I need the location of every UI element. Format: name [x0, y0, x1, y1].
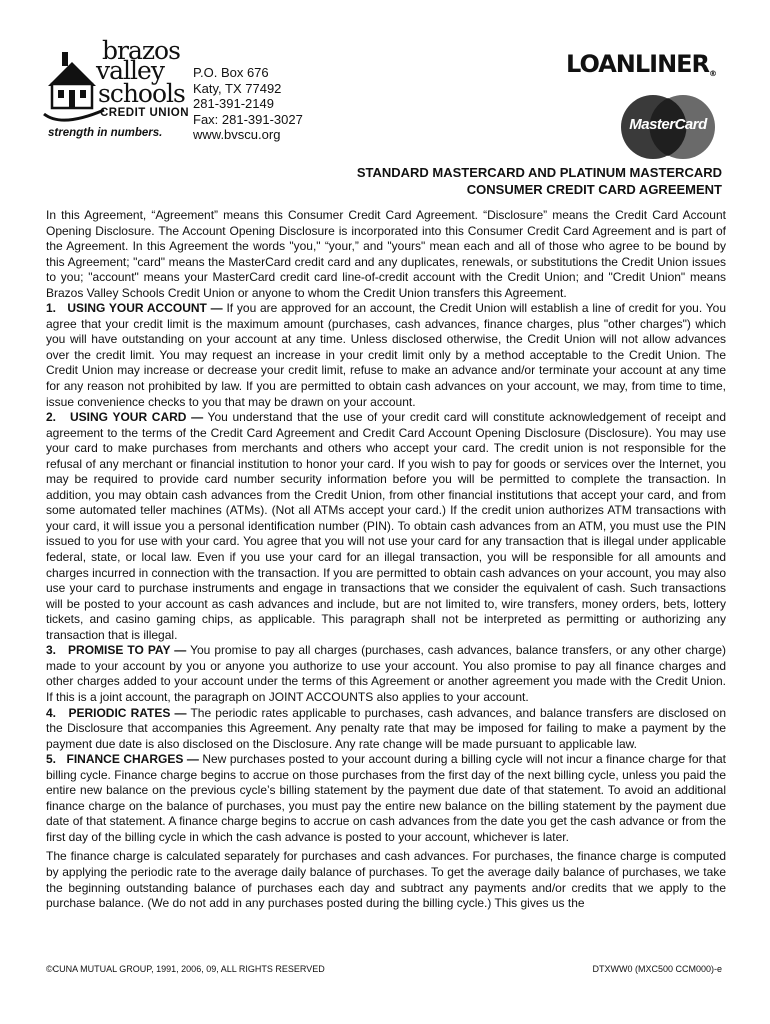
- section-heading: 5. FINANCE CHARGES —: [46, 752, 199, 767]
- section-text: You promise to pay all charges (purchases, cash advances, balance transfers, or any other charge) made to your account by you or anyone you authorize to use your account. You also promise to pay all finance charges and other charges added to your account under the terms of this Agreement or another agreement you made with the Credit Union. If this is a joint account, the paragraph on JOINT ACCOUNTS also applies to your account.: [46, 643, 726, 704]
- section-2: [46, 410, 726, 643]
- po-box: P.O. Box 676: [193, 65, 269, 80]
- section-heading: 3. PROMISE TO PAY —: [46, 643, 187, 658]
- section-1: [46, 301, 726, 410]
- title-line-1: STANDARD MASTERCARD AND PLATINUM MASTERCARD: [356, 165, 722, 180]
- title-line-2: CONSUMER CREDIT CARD AGREEMENT: [466, 181, 722, 197]
- registered-mark: ®: [709, 69, 717, 78]
- section-4: [46, 706, 726, 753]
- section-heading: 2. USING YOUR CARD —: [46, 410, 204, 425]
- copyright-footer: ©CUNA MUTUAL GROUP, 1991, 2006, 09, ALL RIGHTS RESERVED: [46, 964, 325, 974]
- logo-word-valley: valley: [96, 56, 164, 85]
- section-text: The periodic rates applicable to purchases, cash advances, and balance transfers are disclosed on the Disclosure that accompanies this Agreement. Any penalty rate that may be imposed for failing to make a payment by the payment due date is also disclosed on the Disclosure. Any rate change will be made pursuant to applicable law.: [46, 705, 726, 751]
- logo-credit-union: CREDIT UNION: [100, 107, 190, 119]
- address-block: [193, 65, 303, 143]
- section-3: [46, 643, 726, 705]
- city-state-zip: Katy, TX 77492: [193, 80, 282, 96]
- website: www.bvscu.org: [193, 127, 281, 143]
- form-code-footer: DTXWW0 (MXC500 CCM000)-e: [592, 964, 722, 974]
- mastercard-logo: [618, 92, 718, 162]
- logo-word-brazos: brazos: [102, 36, 180, 65]
- closing-paragraph: The finance charge is calculated separately for purchases and cash advances. For purchases, the finance charge is computed by applying the periodic rate to the average daily balance of purchases. To get the average daily balance of purchases, we take the beginning outstanding balance of purchases each day and subtract any payments and/or credits that we apply to the purchase balance. (We do not add in any purchases posted during the billing cycle.) This gives us the: [46, 849, 726, 911]
- section-heading: 4. PERIODIC RATES —: [46, 705, 187, 720]
- section-text: You understand that the use of your credit card will constitute acknowledgement of receipt and agreement to the terms of the Credit Card Agreement and Credit Card Account Opening Disclosure (Disclosure). You may use your card to make purchases from merchants and others who accept your card. The credit union is not responsible for the refusal of any merchant or financial institution to honor your card. If you wish to pay for goods or services over the Internet, you may be required to provide card number security information before you will be permitted to complete the transaction. In addition, you may obtain cash advances from the Credit Union, from other financial institutions that accept your card, and from some automated teller machines (ATMs). (Not all ATMs accept your card.) If the credit union authorizes ATM transactions with your card, it will issue you a personal identification number (PIN). To obtain cash advances from an ATM, you must use the PIN issued to you for use with your card. You agree that you will not use your card for any transaction that is illegal under applicable federal, state, or local law. Even if you use your card for an illegal transaction, you will be responsible for all amounts and charges incurred in connection with the transaction. If you are permitted to obtain cash advances on your account, you may also use your card to purchase instruments and engage in transactions that we consider the equivalent of cash. Such transactions will be posted to your account as cash advances and include, but are not limited to, wire transfers, money orders, bets, lottery tickets, and casino gaming chips, as applicable. This paragraph shall not be interpreted as permitting or authorizing any transaction that is illegal.: [46, 410, 726, 642]
- mastercard-wordmark: MasterCard: [629, 116, 707, 133]
- document-title: [357, 165, 722, 198]
- fax-number: Fax: 281-391-3027: [193, 111, 303, 127]
- section-5: [46, 752, 726, 845]
- logo-word-schools: schools: [98, 79, 185, 108]
- intro-paragraph: In this Agreement, “Agreement” means this Consumer Credit Card Agreement. “Disclosure” means the Credit Card Account Opening Disclosure. The Account Opening Disclosure is incorporated into this Consumer Credit Card Agreement and is part of the Agreement. In this Agreement the words "you," “your,” and "yours" mean each and all of those who agree to be bound by this Agreement; "card" means the MasterCard credit card and any duplicates, renewals, or substitutions the Credit Union issues to you; "account" means your MasterCard credit card line-of-credit account with the Credit Union; and "Credit Union" means Brazos Valley Schools Credit Union or anyone to whom the Credit Union transfers this Agreement.: [46, 208, 726, 300]
- logo-tagline: strength in numbers.: [48, 127, 163, 139]
- phone-number: 281-391-2149: [193, 96, 274, 112]
- section-text: If you are approved for an account, the Credit Union will establish a line of credit for you. You agree that your credit limit is the maximum amount (purchases, cash advances, finance charges, plus "other charges") which you will have outstanding on your account at any time. Unless disclosed otherwise, the Credit Union will not allow advances over the credit limit. You may request an increase in your credit limit only by a method acceptable to the Credit Union. The Credit Union may increase or decrease your credit limit, refuse to make an advance and/or terminate your account at any time for any reason not prohibited by law. If you are permitted to obtain cash advances on your account, we may, from time to time, issue convenience checks to you that may be drawn on your account.: [46, 301, 726, 409]
- credit-union-logo: [42, 36, 192, 146]
- loanliner-logo: [566, 50, 716, 78]
- agreement-body: [46, 208, 726, 912]
- loanliner-text: LOANLINER: [566, 50, 710, 78]
- section-heading: 1. USING YOUR ACCOUNT —: [46, 301, 223, 316]
- section-text: New purchases posted to your account during a billing cycle will not incur a finance charge for that billing cycle. Finance charge begins to accrue on those purchases from the first day of the next billing cycle, unless you paid the entire new balance on the previous cycle’s billing statement by the payment due date of that statement. To avoid an additional finance charge on the balance of purchases, you must pay the entire new balance on the billing statement by the payment due date of that statement. A finance charge begins to accrue on cash advances from the date you get the cash advance or from the first day of the billing cycle in which the cash advance is posted to your account, whichever is later.: [46, 752, 726, 844]
